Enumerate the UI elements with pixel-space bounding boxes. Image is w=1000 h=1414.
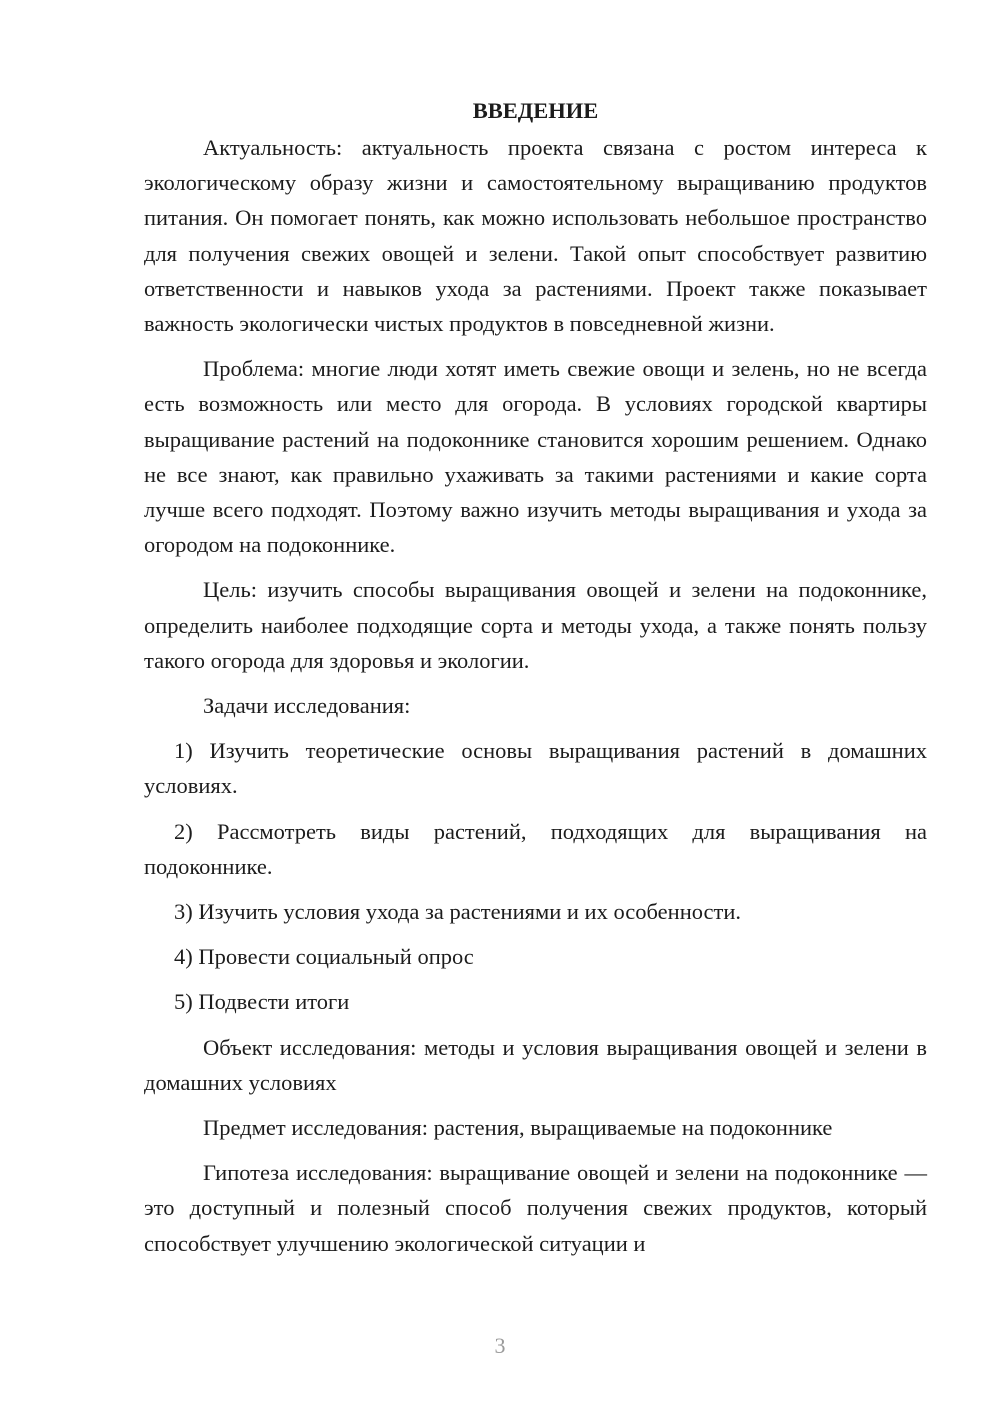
paragraph-hypothesis: Гипотеза исследования: выращивание овощей и зелени на подоконнике — это доступный и полезный способ получения свежих продуктов, который способствует улучшению экологической ситуации и <box>144 1160 927 1256</box>
document-page <box>144 92 927 1261</box>
paragraph-relevance: Актуальность: актуальность проекта связана с ростом интереса к экологическому образу жизни и самостоятельному выращиванию продуктов питания. Он помогает понять, как можно использовать небольшое пространство для получения свежих овощей и зелени. Такой опыт способствует развитию ответственности и навыков ухода за растениями. Проект также показывает важность экологически чистых продуктов в повседневной жизни. <box>144 135 927 337</box>
page-number: 3 <box>494 1333 506 1358</box>
paragraph-subject: Предмет исследования: растения, выращиваемые на подоконнике <box>203 1115 833 1141</box>
task-item-4: 4) Провести социальный опрос <box>174 944 474 970</box>
page-title: ВВЕДЕНИЕ <box>472 98 599 123</box>
task-item-3: 3) Изучить условия ухода за растениями и их особенности. <box>174 899 742 925</box>
paragraph-tasks-heading: Задачи исследования: <box>203 693 411 719</box>
task-item-5: 5) Подвести итоги <box>174 989 350 1015</box>
task-item-1: 1) Изучить теоретические основы выращивания растений в домашних условиях. <box>144 738 927 799</box>
paragraph-goal: Цель: изучить способы выращивания овощей и зелени на подоконнике, определить наиболее подходящие сорта и методы ухода, а также понять пользу такого огорода для здоровья и экологии. <box>144 577 927 673</box>
task-item-2: 2) Рассмотреть виды растений, подходящих для выращивания на подоконнике. <box>144 818 927 879</box>
paragraph-object: Объект исследования: методы и условия выращивания овощей и зелени в домашних условиях <box>144 1034 927 1095</box>
paragraph-problem: Проблема: многие люди хотят иметь свежие овощи и зелень, но не всегда есть возможность или место для огорода. В условиях городской квартиры выращивание растений на подоконнике становится хорошим решением. Однако не все знают, как правильно ухаживать за такими растениями и какие сорта лучше всего подходят. Поэтому важно изучить методы выращивания и ухода за огородом на подоконнике. <box>144 356 927 558</box>
